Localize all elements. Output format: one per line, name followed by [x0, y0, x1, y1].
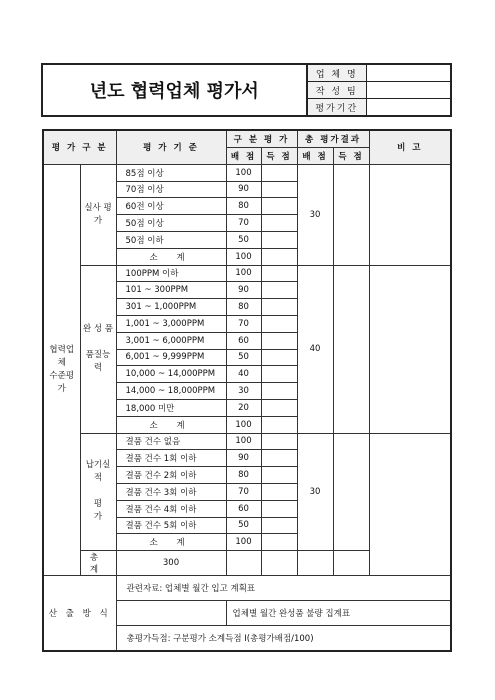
section-label-line: 평: [93, 499, 103, 510]
score-input[interactable]: [261, 383, 297, 400]
section-total-score[interactable]: [333, 265, 369, 433]
criterion-text: 70점 이상: [116, 181, 226, 198]
author-team-field[interactable]: [367, 82, 451, 99]
subtotal-label: 소 계: [116, 534, 226, 551]
criterion-text: 301 ~ 1,000PPM: [116, 299, 226, 316]
company-name-label: 업 체 명: [307, 65, 367, 82]
category-main-label: [43, 164, 80, 575]
category-main-label-line: 체: [57, 357, 66, 368]
criterion-row: [43, 265, 451, 282]
evaluation-period-field[interactable]: [367, 99, 451, 116]
section-total-allot: 30: [297, 164, 333, 265]
category-main-label-line: 협력업: [49, 344, 75, 355]
author-team-label: 작 성 팀: [307, 82, 367, 99]
section-label-line: [81, 485, 116, 498]
company-name-field[interactable]: [367, 65, 451, 82]
criterion-text: 결품 건수 3회 이하: [116, 483, 226, 500]
section-label-line: 품질능: [85, 350, 111, 361]
section-total-allot: 30: [297, 433, 333, 551]
subtotal-score[interactable]: [261, 534, 297, 551]
document-title: 년도 협력업체 평가서: [43, 65, 307, 116]
allot-value: 60: [226, 332, 261, 349]
method-row: [43, 576, 451, 601]
evaluation-period-label: 평가기간: [307, 99, 367, 116]
allot-value: 40: [226, 366, 261, 383]
category-main-label-line: 수준평: [49, 370, 75, 381]
criterion-text: 10,000 ~ 14,000PPM: [116, 366, 226, 383]
score-input[interactable]: [261, 517, 297, 534]
score-input[interactable]: [261, 433, 297, 450]
score-input[interactable]: [261, 399, 297, 416]
method-line-1: 관련자료: 업체별 월간 입고 계획표: [116, 576, 451, 601]
allot-value: 80: [226, 467, 261, 484]
allot-value: 70: [226, 315, 261, 332]
score-input[interactable]: [261, 366, 297, 383]
grand-total-label: 총 계: [80, 551, 116, 576]
score-input[interactable]: [261, 265, 297, 282]
total-allot-header: 배 점: [297, 147, 333, 164]
criterion-text: 3,001 ~ 6,000PPM: [116, 332, 226, 349]
criterion-text: 101 ~ 300PPM: [116, 282, 226, 299]
method-line-3: 총평가득점: 구분평가 소계득점 Ⅰ(총평가배점/100): [116, 626, 451, 652]
allot-header: 배 점: [226, 147, 261, 164]
section-label-line: 가: [93, 512, 103, 523]
total-score-header: 득 점: [333, 147, 369, 164]
allot-value: 20: [226, 399, 261, 416]
section-label-line: 력: [93, 363, 103, 374]
criterion-text: 14,000 ~ 18,000PPM: [116, 383, 226, 400]
score-input[interactable]: [261, 282, 297, 299]
subtotal-allot: 100: [226, 248, 261, 265]
subtotal-label: 소 계: [116, 416, 226, 433]
criterion-text: 50점 이상: [116, 215, 226, 232]
criterion-text: 6,001 ~ 9,999PPM: [116, 349, 226, 366]
table-header-row: [43, 130, 451, 147]
allot-value: 80: [226, 198, 261, 215]
grand-total-result-score[interactable]: [297, 551, 333, 576]
score-input[interactable]: [261, 483, 297, 500]
section-remarks[interactable]: [369, 433, 451, 576]
criterion-text: 85점 이상: [116, 164, 226, 181]
score-input[interactable]: [261, 315, 297, 332]
criterion-text: 결품 건수 2회 이하: [116, 467, 226, 484]
calculation-method-label: 산 출 방 식: [43, 576, 116, 652]
criterion-text: 결품 건수 없음: [116, 433, 226, 450]
score-input[interactable]: [261, 349, 297, 366]
criterion-text: 1,001 ~ 3,000PPM: [116, 315, 226, 332]
allot-value: 70: [226, 215, 261, 232]
criterion-text: 50점 이하: [116, 231, 226, 248]
criterion-text: 100PPM 이하: [116, 265, 226, 282]
total-result-header: 총 평가결과: [297, 130, 369, 147]
subtotal-allot: 100: [226, 534, 261, 551]
score-input[interactable]: [261, 215, 297, 232]
allot-value: 100: [226, 164, 261, 181]
allot-value: 100: [226, 265, 261, 282]
section-label-line: 실사 평가: [84, 202, 112, 226]
remarks-header: 비 고: [369, 130, 451, 164]
score-input[interactable]: [261, 467, 297, 484]
allot-value: 90: [226, 181, 261, 198]
section-remarks[interactable]: [369, 164, 451, 265]
section-remarks[interactable]: [369, 265, 451, 433]
subtotal-score[interactable]: [261, 416, 297, 433]
section-label-line: [81, 336, 116, 349]
criterion-text: 18,000 미만: [116, 399, 226, 416]
score-input[interactable]: [261, 181, 297, 198]
score-input[interactable]: [261, 450, 297, 467]
grand-total-allot: 300: [116, 551, 226, 576]
grand-total-result-allot: [261, 551, 297, 576]
allot-value: 80: [226, 299, 261, 316]
allot-value: 90: [226, 282, 261, 299]
score-input[interactable]: [261, 299, 297, 316]
criterion-text: 결품 건수 4회 이하: [116, 500, 226, 517]
criteria-header: 평 가 기 준: [116, 130, 226, 164]
group-score-header: 구 분 평 가: [226, 130, 297, 147]
criterion-text: 결품 건수 5회 이하: [116, 517, 226, 534]
score-input[interactable]: [261, 164, 297, 181]
section-label: [80, 433, 116, 551]
allot-value: 90: [226, 450, 261, 467]
score-input[interactable]: [261, 198, 297, 215]
grand-total-score[interactable]: [226, 551, 261, 576]
allot-value: 70: [226, 483, 261, 500]
allot-value: 50: [226, 231, 261, 248]
subtotal-allot: 100: [226, 416, 261, 433]
evaluation-table: [42, 129, 452, 652]
category-main-label-line: 가: [57, 383, 66, 394]
section-total-score[interactable]: [333, 433, 369, 551]
criterion-row: [43, 164, 451, 181]
subtotal-label: 소 계: [116, 248, 226, 265]
allot-value: 30: [226, 383, 261, 400]
section-label-line: 적: [93, 473, 103, 484]
allot-value: 60: [226, 500, 261, 517]
score-input[interactable]: [261, 332, 297, 349]
method-spacer: [116, 601, 226, 626]
category-header: 평 가 구 분: [43, 130, 116, 164]
section-label: [80, 265, 116, 433]
section-label: [80, 164, 116, 265]
allot-value: 50: [226, 517, 261, 534]
score-input[interactable]: [261, 231, 297, 248]
score-header: 득 점: [261, 147, 297, 164]
section-label-line: 납기실: [85, 460, 111, 471]
criterion-row: [43, 433, 451, 450]
allot-value: 50: [226, 349, 261, 366]
method-line-2: 업체별 월간 완성품 불량 집계표: [226, 601, 451, 626]
criterion-text: 결품 건수 1회 이하: [116, 450, 226, 467]
section-total-score[interactable]: [333, 164, 369, 265]
header-table: [42, 64, 451, 116]
subtotal-score[interactable]: [261, 248, 297, 265]
section-label-line: 완 성 품: [82, 324, 114, 335]
section-total-allot: 40: [297, 265, 333, 433]
criterion-text: 60전 이상: [116, 198, 226, 215]
score-input[interactable]: [261, 500, 297, 517]
allot-value: 100: [226, 433, 261, 450]
